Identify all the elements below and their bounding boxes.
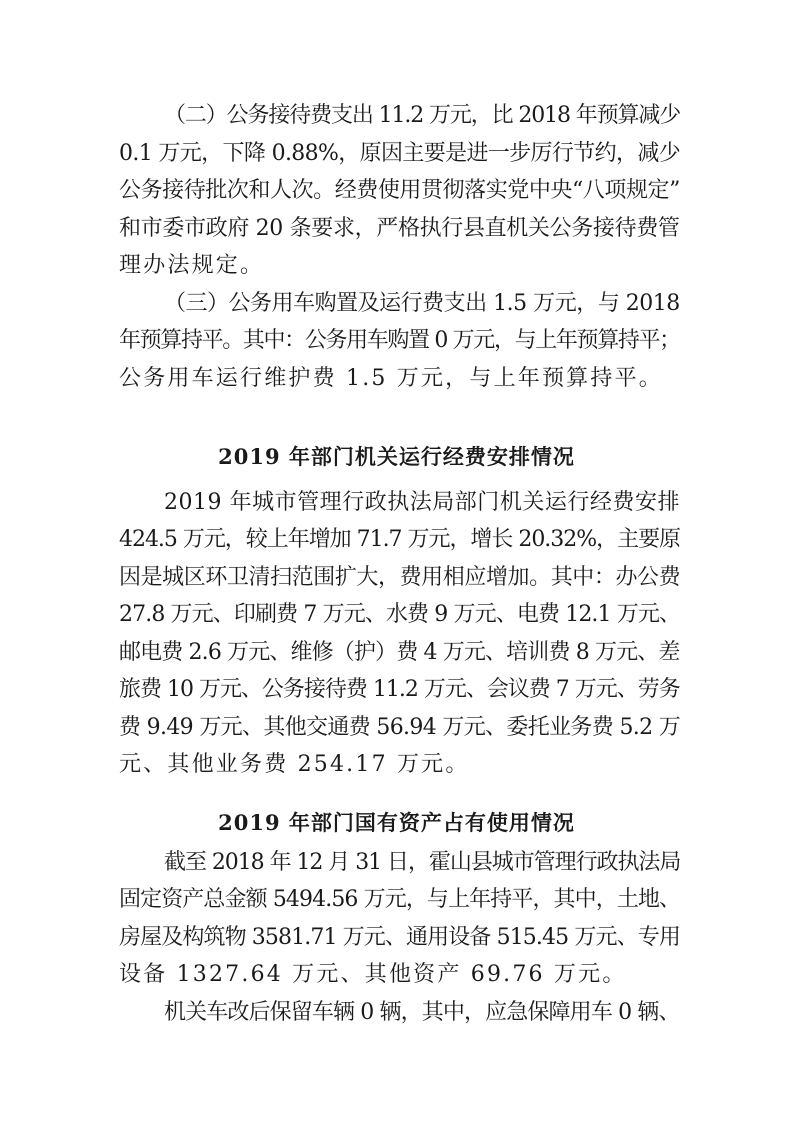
assets-line-3: 房屋及构筑物 3581.71 万元、通用设备 515.45 万元、专用	[119, 925, 680, 950]
assets-line-4: 设备 1327.64 万元、其他资产 69.76 万元。	[119, 962, 627, 987]
operating-line-8: 元、其他业务费 254.17 万元。	[119, 752, 470, 777]
vehicle-line-2: 年预算持平。其中：公务用车购置 0 万元，与上年预算持平；	[119, 328, 680, 353]
operating-line-5: 邮电费 2.6 万元、维修（护）费 4 万元、培训费 8 万元、差	[119, 640, 680, 665]
operating-line-6: 旅费 10 万元、公务接待费 11.2 万元、会议费 7 万元、劳务	[119, 677, 680, 702]
operating-line-3: 因是城区环卫清扫范围扩大，费用相应增加。其中：办公费	[119, 565, 681, 590]
reception-line-1: （二）公务接待费支出 11.2 万元，比 2018 年预算减少	[164, 103, 681, 128]
vehicles-line-1: 机关车改后保留车辆 0 辆，其中，应急保障用车 0 辆、	[164, 1000, 680, 1025]
reception-line-5: 理办法规定。	[119, 253, 265, 278]
operating-line-4: 27.8 万元、印刷费 7 万元、水费 9 万元、电费 12.1 万元、	[119, 602, 681, 627]
vehicle-line-3: 公务用车运行维护费 1.5 万元，与上年预算持平。	[119, 366, 663, 391]
assets-heading: 2019 年部门国有资产占有使用情况	[218, 810, 575, 835]
reception-line-3: 公务接待批次和人次。经费使用贯彻落实党中央“八项规定”	[119, 178, 680, 203]
operating-line-2: 424.5 万元，较上年增加 71.7 万元，增长 20.32%，主要原	[119, 527, 681, 552]
reception-line-4: 和市委市政府 20 条要求，严格执行县直机关公务接待费管	[119, 216, 680, 241]
vehicle-line-1: （三）公务用车购置及运行费支出 1.5 万元，与 2018	[164, 291, 680, 316]
assets-line-1: 截至 2018 年 12 月 31 日，霍山县城市管理行政执法局	[164, 850, 681, 875]
assets-line-2: 固定资产总金额 5494.56 万元，与上年持平，其中，土地、	[119, 887, 681, 912]
operating-line-1: 2019 年城市管理行政执法局部门机关运行经费安排	[164, 490, 680, 515]
reception-line-2: 0.1 万元，下降 0.88%，原因主要是进一步厉行节约，减少	[119, 141, 681, 166]
operating-line-7: 费 9.49 万元、其他交通费 56.94 万元、委托业务费 5.2 万	[119, 715, 681, 740]
operating-funds-heading: 2019 年部门机关运行经费安排情况	[218, 444, 575, 469]
